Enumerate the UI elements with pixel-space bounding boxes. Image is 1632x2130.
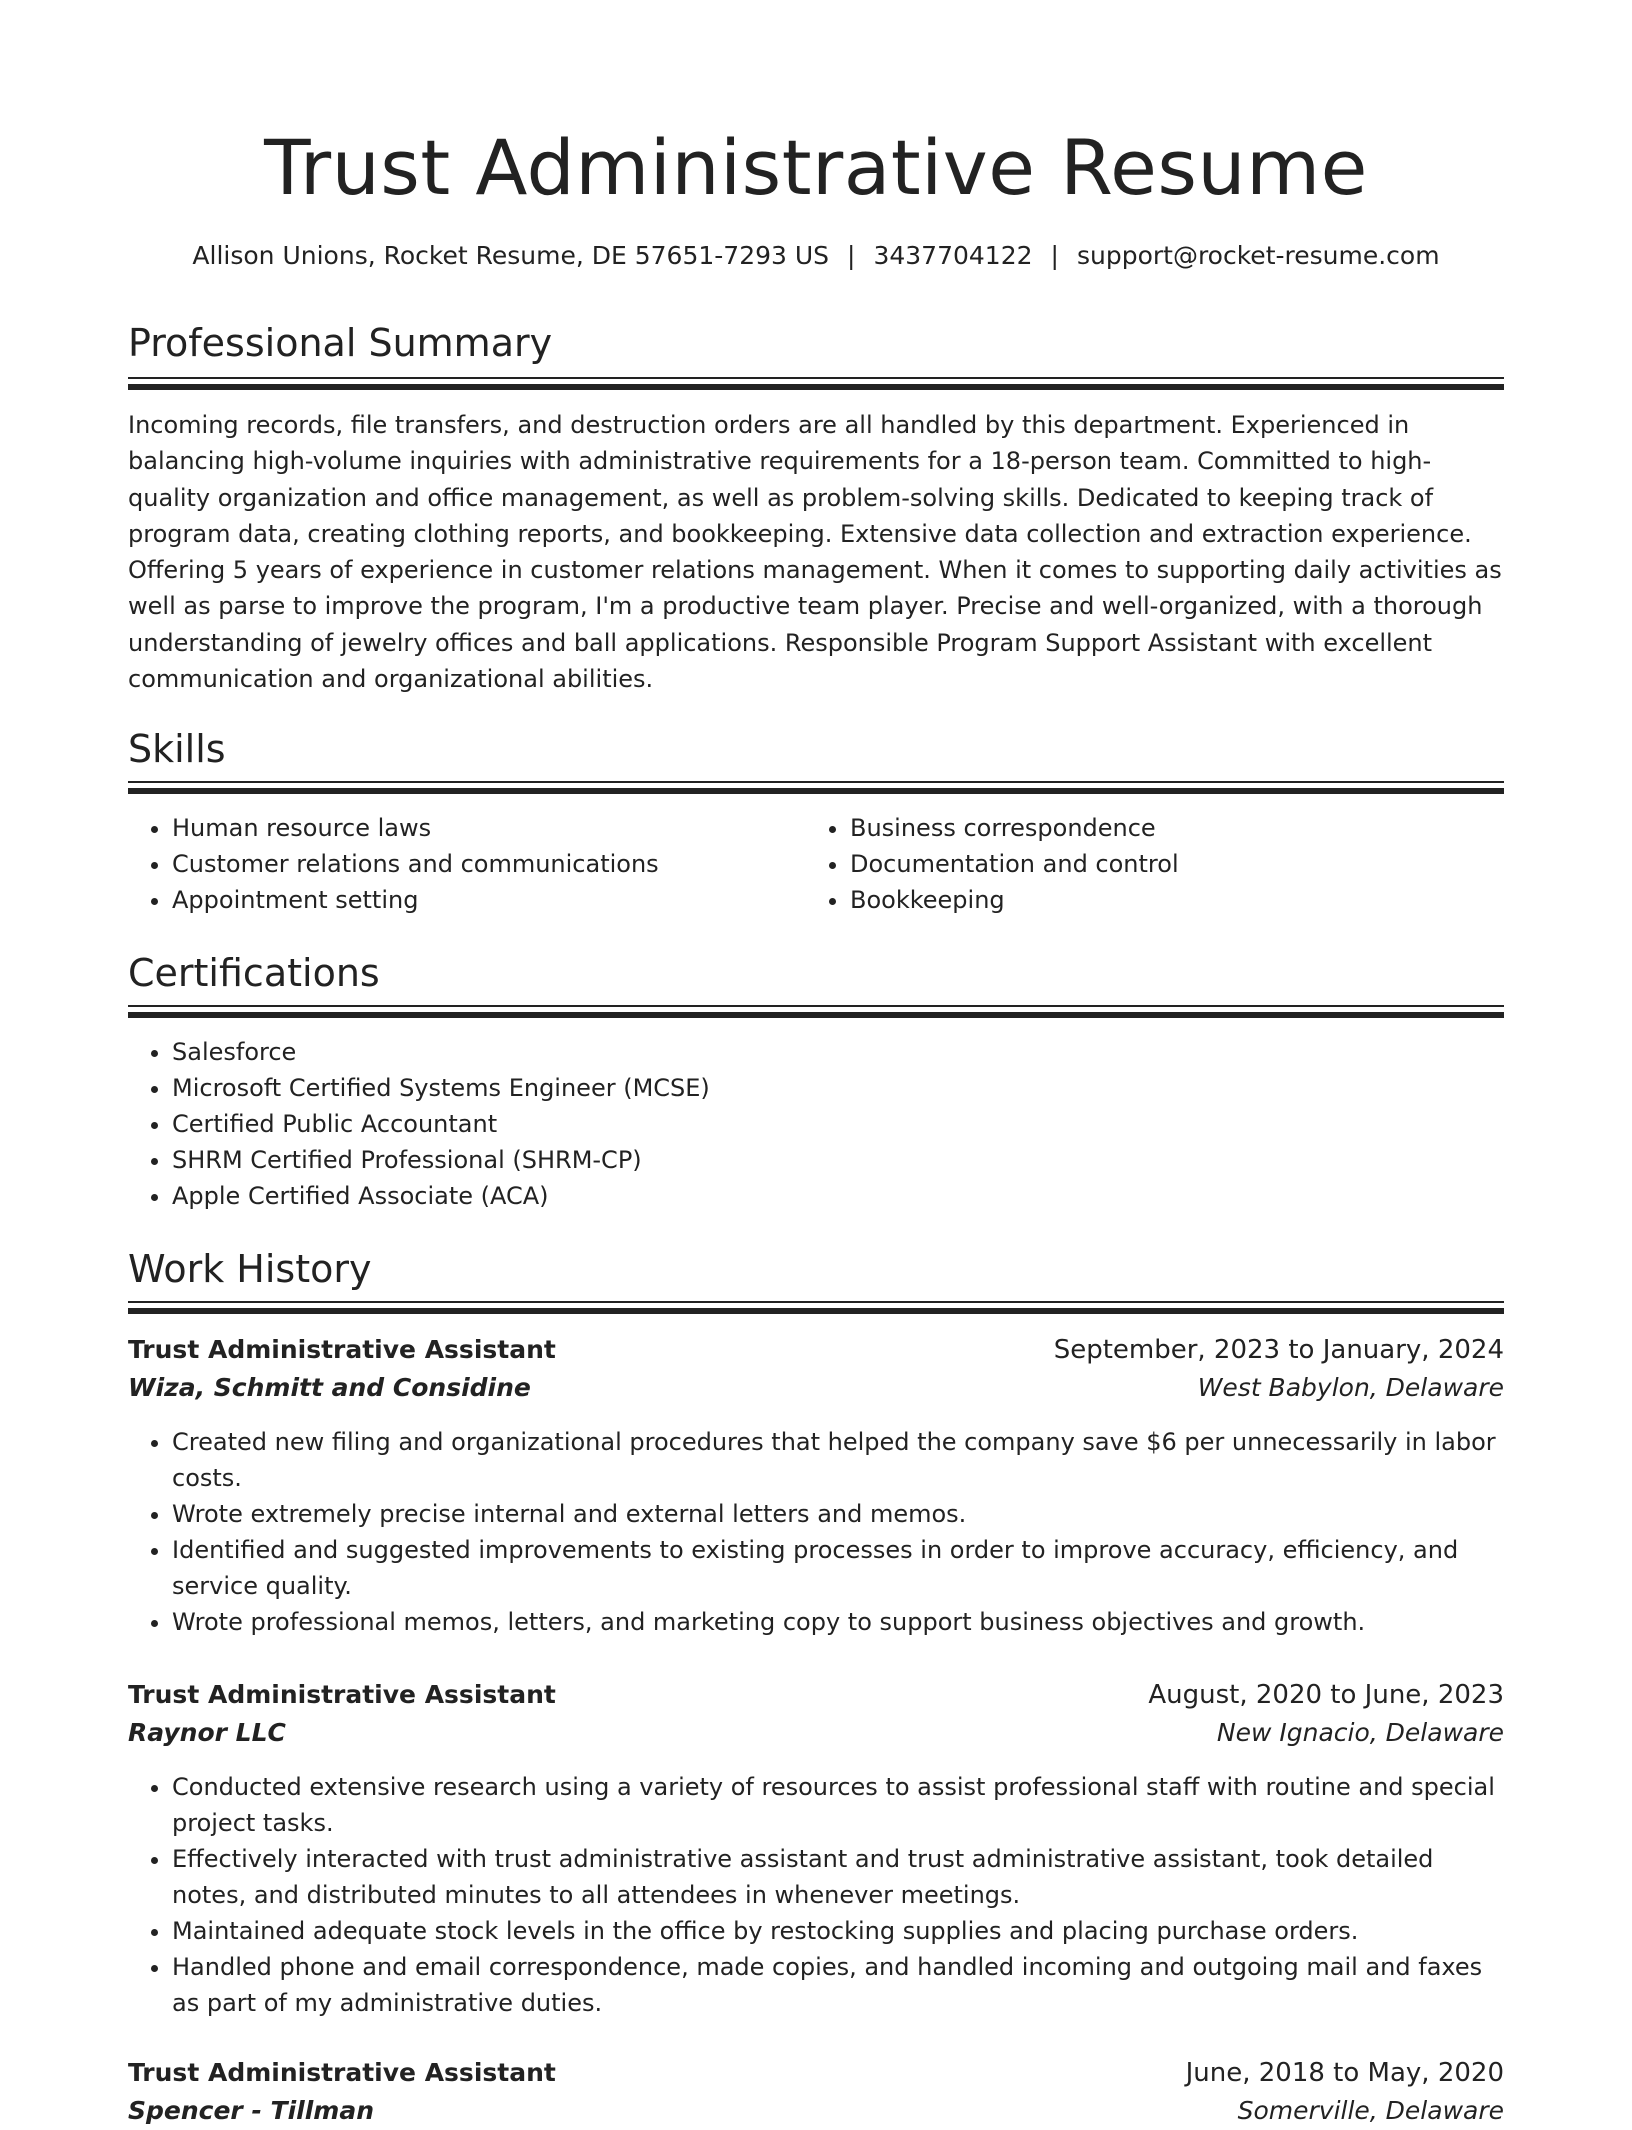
- skill-item: • Business correspondence: [850, 810, 1490, 846]
- job-company: Wiza, Schmitt and Considine: [128, 1373, 531, 1402]
- job-dates: September, 2023 to January, 2024: [1053, 1335, 1504, 1365]
- job-duty: • Wrote professional memos, letters, and marketing copy to support business objectives and growth.: [172, 1604, 1504, 1640]
- certification-item: • SHRM Certified Professional (SHRM-CP): [172, 1142, 1472, 1178]
- job-duty: • Wrote extremely precise internal and external letters and memos.: [172, 1496, 1504, 1532]
- certification-item: • Microsoft Certified Systems Engineer (MCSE): [172, 1070, 1472, 1106]
- job-header-row: [128, 1331, 1504, 1369]
- job-header-row: [128, 2054, 1504, 2092]
- job-dates: June, 2018 to May, 2020: [1185, 2058, 1504, 2088]
- certification-item: • Salesforce: [172, 1034, 1472, 1070]
- job-duty: • Identified and suggested improvements to existing processes in order to improve accuracy, efficiency, and service quality.: [172, 1532, 1504, 1604]
- job-title: Trust Administrative Assistant: [128, 1335, 556, 1364]
- job-duties-list: [128, 1424, 1504, 1640]
- skills-list-left: [128, 810, 812, 918]
- skill-item: • Human resource laws: [172, 810, 812, 846]
- contact-separator: |: [1050, 241, 1059, 270]
- skill-item: • Appointment setting: [172, 882, 812, 918]
- contact-line: [128, 238, 1504, 274]
- section-divider: [128, 1301, 1504, 1314]
- job-header-row: [128, 1676, 1504, 1714]
- job-location: West Babylon, Delaware: [1197, 1373, 1504, 1402]
- skill-item: • Customer relations and communications: [172, 846, 812, 882]
- resume-title: Trust Administrative Resume: [264, 123, 1368, 212]
- certification-item: • Certified Public Accountant: [172, 1106, 1472, 1142]
- job-location: New Ignacio, Delaware: [1216, 1718, 1504, 1747]
- summary-heading: Professional Summary: [128, 321, 553, 365]
- contact-phone: 3437704122: [873, 241, 1033, 270]
- certifications-list: [128, 1034, 1472, 1214]
- job-employer-row: [128, 1369, 1504, 1407]
- job-title: Trust Administrative Assistant: [128, 1680, 556, 1709]
- skill-item: • Bookkeeping: [850, 882, 1490, 918]
- skills-heading: Skills: [128, 727, 226, 771]
- certifications-heading: Certifications: [128, 951, 380, 995]
- section-divider: [128, 377, 1504, 390]
- contact-separator: |: [847, 241, 856, 270]
- job-duties-list: [128, 1769, 1504, 2021]
- job-location: Somerville, Delaware: [1237, 2096, 1504, 2125]
- job-dates: August, 2020 to June, 2023: [1148, 1680, 1504, 1710]
- section-divider: [128, 781, 1504, 794]
- work-history-heading: Work History: [128, 1247, 372, 1291]
- contact-address: Allison Unions, Rocket Resume, DE 57651-7293 US: [192, 241, 830, 270]
- job-employer-row: [128, 2092, 1504, 2130]
- section-divider: [128, 1005, 1504, 1018]
- job-duty: • Effectively interacted with trust administrative assistant and trust administrative assistant, took detailed notes, and distributed minutes to all attendees in whenever meetings.: [172, 1841, 1504, 1913]
- job-employer-row: [128, 1714, 1504, 1752]
- job-duty: • Maintained adequate stock levels in the office by restocking supplies and placing purchase orders.: [172, 1913, 1504, 1949]
- job-duty: • Handled phone and email correspondence, made copies, and handled incoming and outgoing mail and faxes as part of my administrative duties.: [172, 1949, 1504, 2021]
- contact-email: support@rocket-resume.com: [1076, 241, 1440, 270]
- skills-list-right: [806, 810, 1490, 918]
- certification-item: • Apple Certified Associate (ACA): [172, 1178, 1472, 1214]
- summary-text: Incoming records, file transfers, and destruction orders are all handled by this department. Experienced in balancing high-volume inquiries with administrative requirements for a 18-person team. Committed to high-quality organization and office management, as well as problem-solving skills. Dedicated to keeping track of program data, creating clothing reports, and bookkeeping. Extensive data collection and extraction experience. Offering 5 years of experience in customer relations management. When it comes to supporting daily activities as well as parse to improve the program, I'm a productive team player. Precise and well-organized, with a thorough understanding of jewelry offices and ball applications. Responsible Program Support Assistant with excellent communication and organizational abilities.: [128, 411, 1502, 694]
- job-company: Raynor LLC: [128, 1718, 286, 1747]
- job-duty: • Created new filing and organizational procedures that helped the company save $6 per unnecessarily in labor costs.: [172, 1424, 1504, 1496]
- job-company: Spencer - Tillman: [128, 2096, 375, 2125]
- job-title: Trust Administrative Assistant: [128, 2058, 556, 2087]
- skill-item: • Documentation and control: [850, 846, 1490, 882]
- job-duty: • Conducted extensive research using a variety of resources to assist professional staff with routine and special project tasks.: [172, 1769, 1504, 1841]
